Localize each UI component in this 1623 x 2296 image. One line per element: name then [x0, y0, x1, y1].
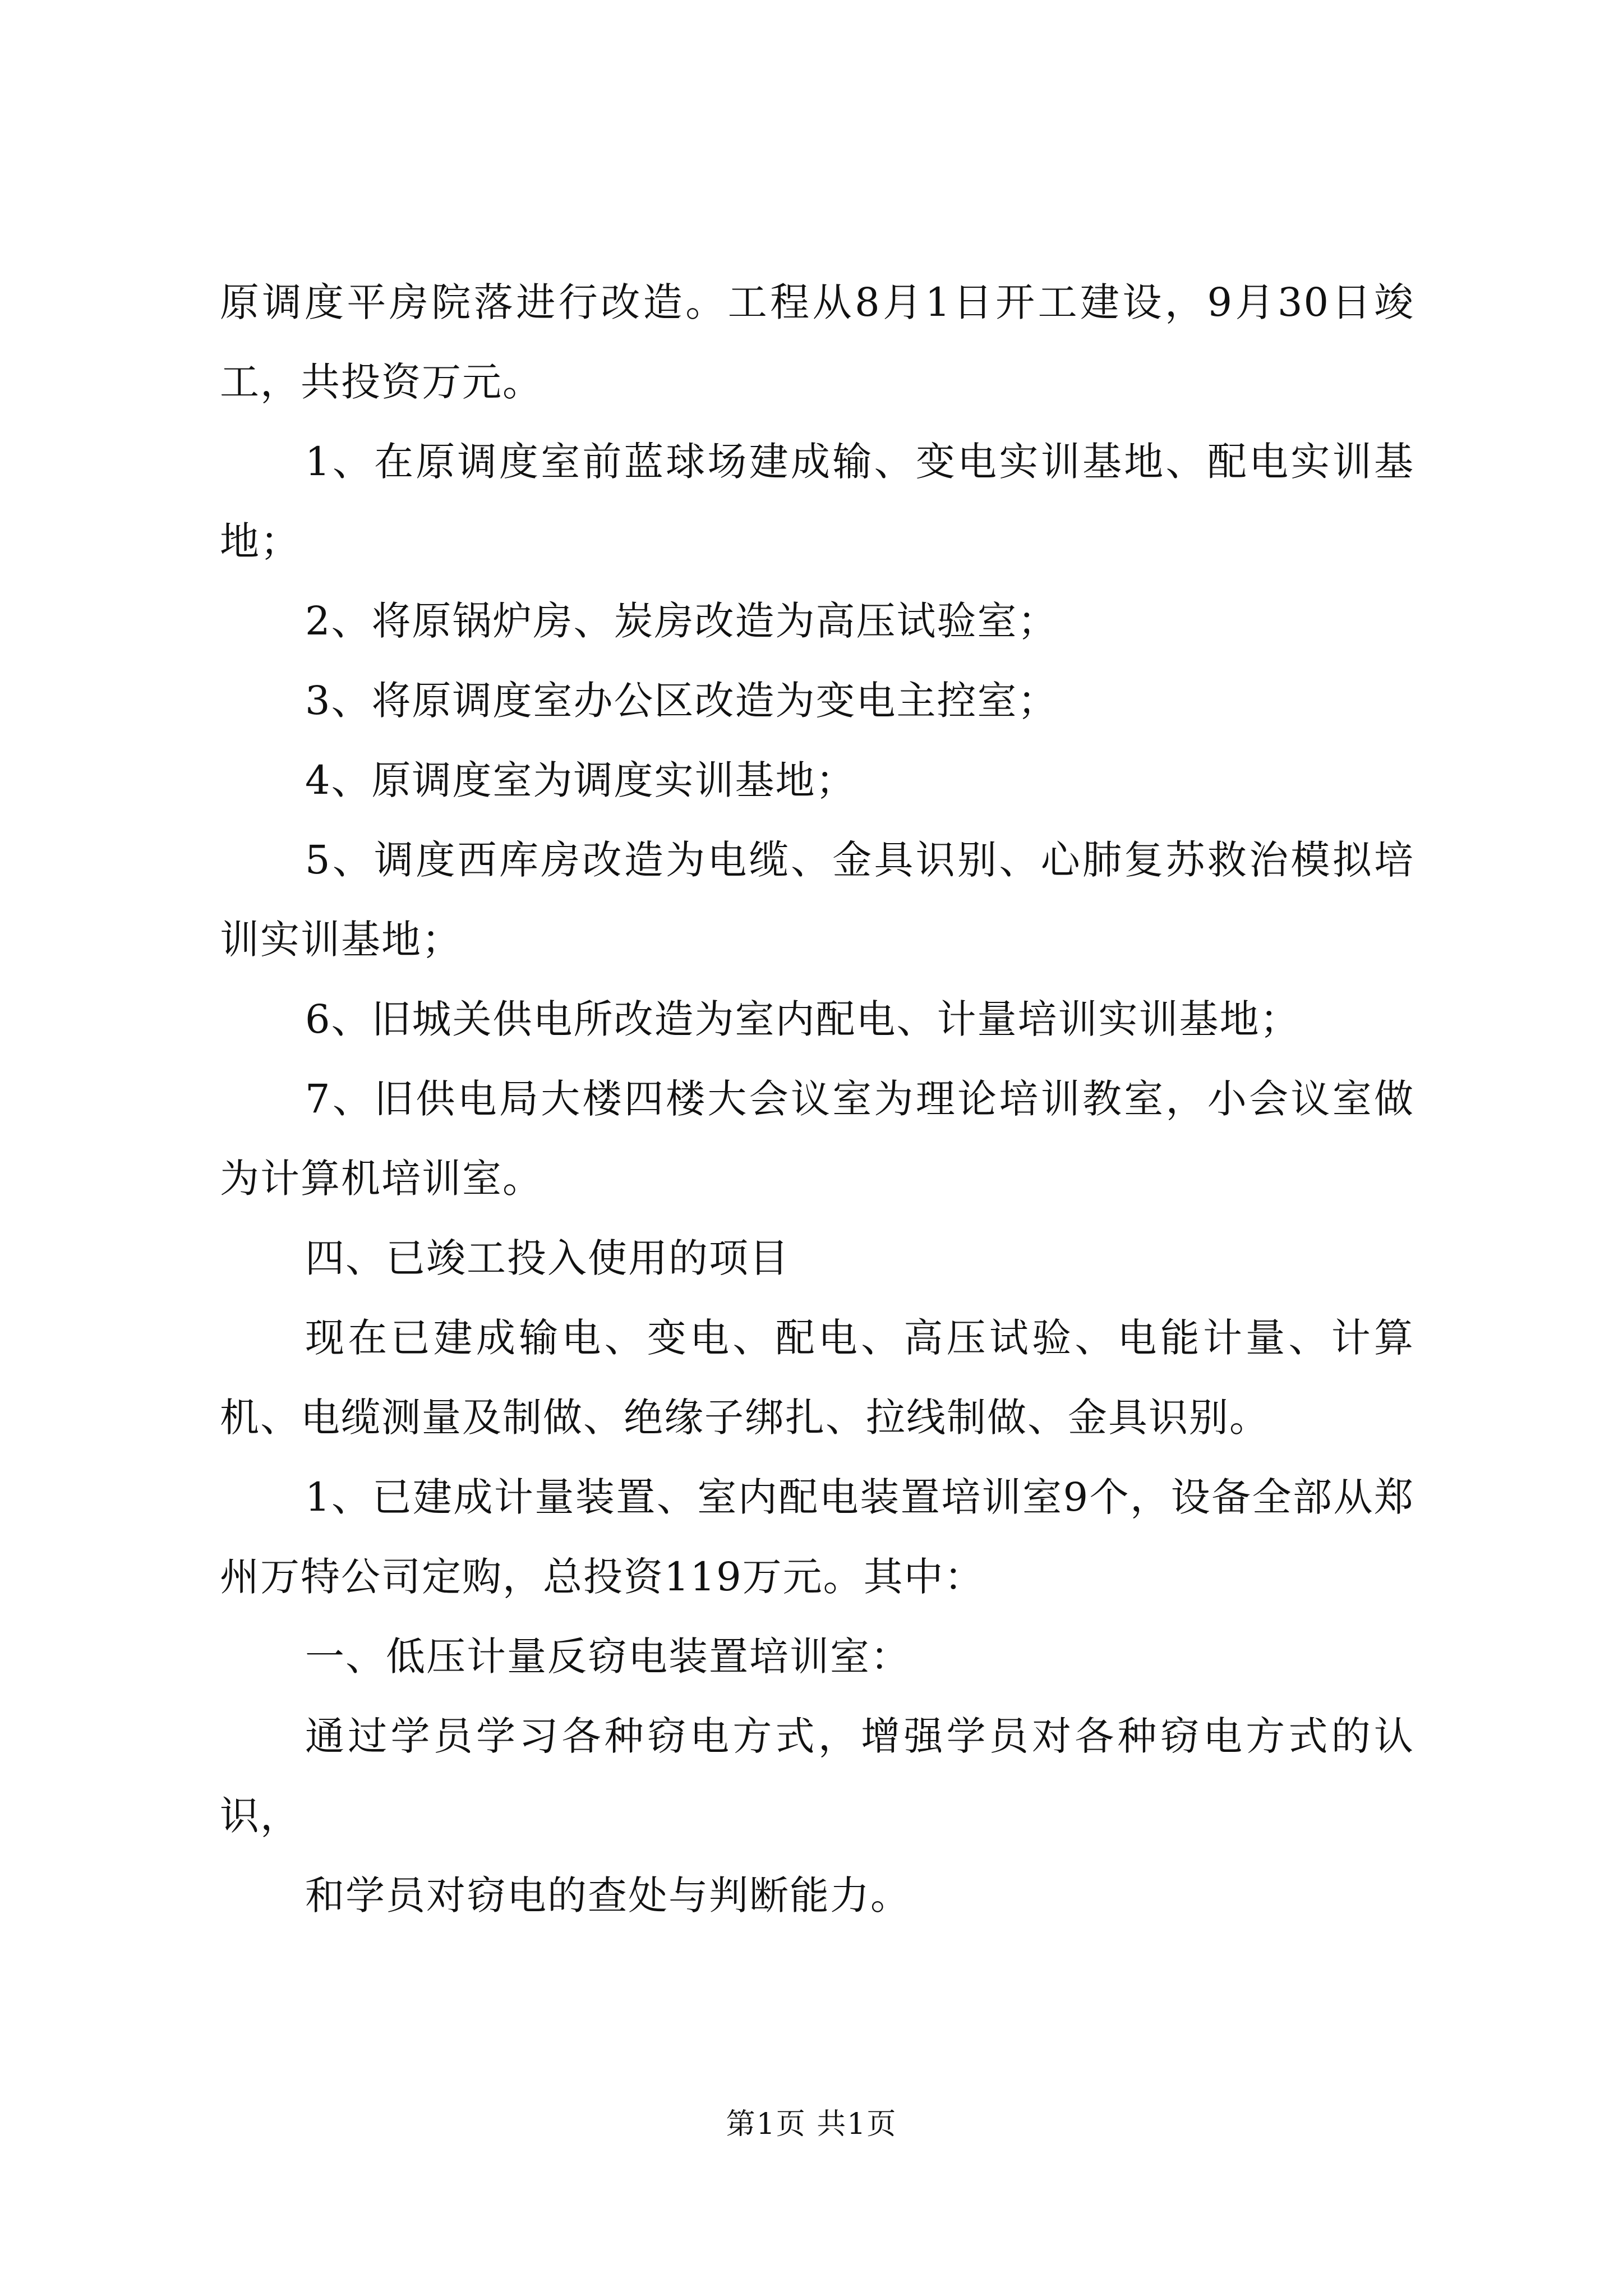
- paragraph-11: 一、低压计量反窃电装置培训室：: [305, 1634, 911, 1680]
- paragraph-7: 7、旧供电局大楼四楼大会议室为理论培训教室，小会议室做为计算机培训室。: [220, 1076, 1414, 1202]
- paragraph-2: 2、将原锅炉房、炭房改造为高压试验室；: [305, 598, 1058, 644]
- paragraph-4: 4、原调度室为调度实训基地；: [305, 757, 856, 803]
- paragraph-9: 现在已建成输电、变电、配电、高压试验、电能计量、计算机、电缆测量及制做、绝缘子绑扎、拉线制做、金具识别。: [220, 1315, 1414, 1441]
- document-body: [220, 263, 1414, 1935]
- paragraph-3: 3、将原调度室办公区改造为变电主控室；: [305, 678, 1058, 724]
- paragraph-13: 和学员对窃电的查处与判断能力。: [305, 1872, 911, 1918]
- paragraph-5: 5、调度西库房改造为电缆、金具识别、心肺复苏救治模拟培训实训基地；: [220, 837, 1414, 963]
- paragraph-1: 1、在原调度室前蓝球场建成输、变电实训基地、配电实训基地；: [220, 439, 1414, 564]
- paragraph-0: 原调度平房院落进行改造。工程从8月1日开工建设，9月30日竣工，共投资万元。: [220, 279, 1414, 405]
- paragraph-10: 1、已建成计量装置、室内配电装置培训室9个，设备全部从郑州万特公司定购，总投资119万元。其中：: [220, 1474, 1414, 1600]
- section-heading: 四、已竣工投入使用的项目: [305, 1235, 790, 1281]
- paragraph-6: 6、旧城关供电所改造为室内配电、计量培训实训基地；: [305, 996, 1301, 1042]
- page-footer: 第1页 共1页: [726, 2108, 897, 2141]
- paragraph-12: 通过学员学习各种窃电方式，增强学员对各种窃电方式的认识，: [220, 1713, 1414, 1839]
